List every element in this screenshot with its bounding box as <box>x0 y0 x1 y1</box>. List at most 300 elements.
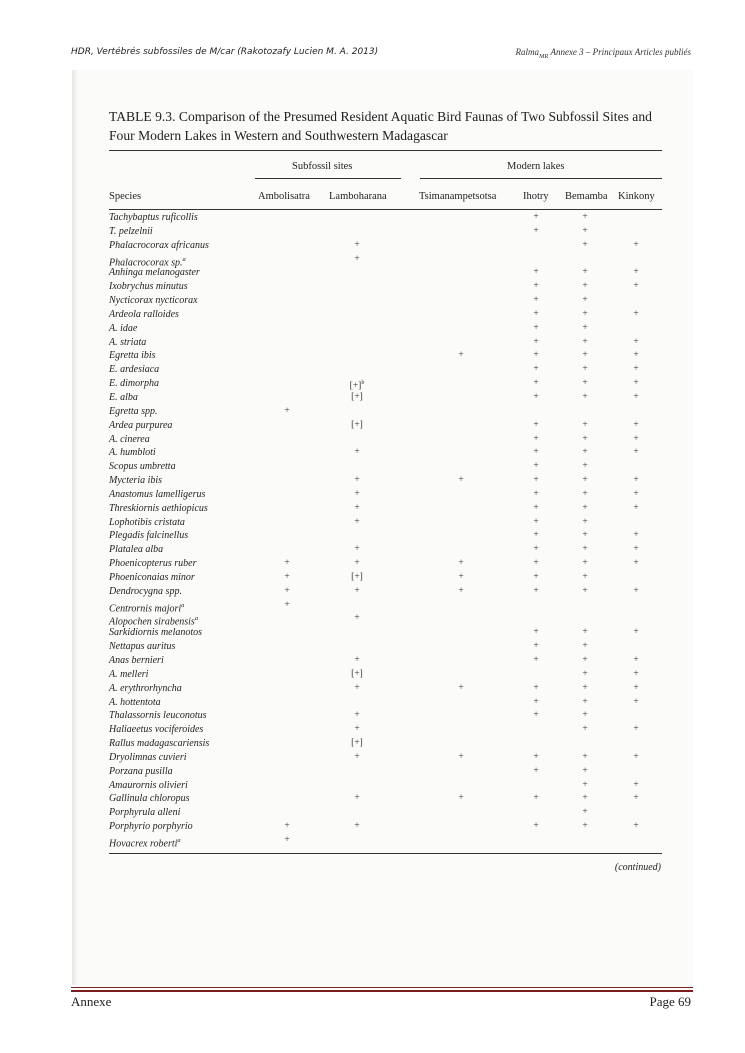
presence-mark <box>335 571 379 585</box>
presence-mark-text: + <box>582 627 588 638</box>
column-header-ambolisatra: Ambolisatra <box>258 191 310 202</box>
presence-mark-text: + <box>633 724 639 735</box>
species-name <box>109 668 148 682</box>
species-name-text: A. idae <box>109 322 138 334</box>
presence-mark-text: + <box>533 322 539 333</box>
group-header-modern: Modern lakes <box>507 161 565 172</box>
presence-mark-text: + <box>633 419 639 430</box>
presence-mark <box>335 488 379 502</box>
species-name <box>109 419 172 433</box>
table-bottom-rule <box>109 853 662 854</box>
presence-mark-text: + <box>354 544 360 555</box>
presence-mark-text: + <box>533 516 539 527</box>
presence-mark <box>567 266 603 280</box>
presence-mark-text: + <box>533 585 539 596</box>
presence-mark <box>567 502 603 516</box>
table-row <box>109 709 662 723</box>
presence-mark-text: + <box>284 834 290 845</box>
presence-mark-text: + <box>582 212 588 222</box>
presence-mark <box>567 626 603 640</box>
presence-mark <box>618 820 654 834</box>
presence-mark <box>567 446 603 460</box>
presence-mark <box>335 419 379 433</box>
presence-mark-text: + <box>633 350 639 361</box>
presence-mark-text: + <box>582 516 588 527</box>
presence-mark-text: + <box>582 239 588 250</box>
species-table-body <box>109 211 662 848</box>
presence-mark-text: + <box>533 641 539 652</box>
presence-mark-text: + <box>582 295 588 306</box>
species-name-text: Alopochen sirabensis <box>109 616 195 628</box>
presence-mark-text: + <box>284 558 290 569</box>
presence-mark <box>618 266 654 280</box>
footer-rule-thick <box>71 990 693 992</box>
presence-mark <box>618 682 654 696</box>
presence-mark-text: + <box>582 502 588 513</box>
presence-mark <box>567 460 603 474</box>
table-top-rule <box>109 150 662 151</box>
presence-mark <box>567 433 603 447</box>
species-name <box>109 322 137 336</box>
presence-mark <box>518 571 554 585</box>
presence-mark <box>518 391 554 405</box>
presence-mark-text: + <box>633 281 639 292</box>
presence-mark-text: + <box>582 779 588 790</box>
presence-mark-text: + <box>633 682 639 693</box>
species-name-text: Nycticorax nycticorax <box>109 295 198 307</box>
presence-mark <box>618 433 654 447</box>
presence-mark-text: + <box>533 488 539 499</box>
presence-mark-text: + <box>582 308 588 319</box>
species-name <box>109 751 187 765</box>
presence-mark <box>335 737 379 751</box>
species-footnote-mark: a <box>177 836 181 844</box>
species-name-text: Sarkidiornis melanotos <box>109 627 203 639</box>
presence-mark <box>567 391 603 405</box>
species-name <box>109 211 198 225</box>
presence-mark-text: + <box>582 267 588 278</box>
presence-mark-text: + <box>533 765 539 776</box>
presence-mark <box>567 419 603 433</box>
species-name <box>109 488 205 502</box>
species-name <box>109 516 185 530</box>
presence-mark <box>269 834 305 848</box>
continued-note: (continued) <box>614 862 661 873</box>
presence-mark <box>567 377 603 391</box>
presence-mark-text: + <box>354 793 360 804</box>
presence-mark <box>518 792 554 806</box>
presence-mark-text: + <box>354 724 360 735</box>
presence-mark <box>335 502 379 516</box>
presence-mark-text: + <box>354 239 360 250</box>
table-row <box>109 433 662 447</box>
presence-mark <box>618 557 654 571</box>
header-right-main: Ralma <box>515 47 539 57</box>
presence-mark-text: + <box>533 696 539 707</box>
presence-mark <box>518 363 554 377</box>
presence-mark-text: + <box>533 281 539 292</box>
presence-mark-text: + <box>533 461 539 472</box>
presence-mark <box>567 294 603 308</box>
table-row <box>109 502 662 516</box>
presence-mark-text: + <box>633 336 639 347</box>
table-row <box>109 820 662 834</box>
presence-mark-text: + <box>582 655 588 665</box>
table-row <box>109 239 662 253</box>
presence-mark <box>567 806 603 820</box>
species-name <box>109 474 162 488</box>
species-name <box>109 266 200 280</box>
species-name-text: Haliaeetus vociferoides <box>109 724 204 736</box>
species-name <box>109 460 176 474</box>
species-name-text: Plegadis falcinellus <box>109 530 189 542</box>
presence-mark <box>518 765 554 779</box>
presence-mark-text: + <box>354 558 360 569</box>
species-name <box>109 626 202 640</box>
presence-mark <box>618 239 654 253</box>
species-name <box>109 557 197 571</box>
presence-mark <box>567 654 603 668</box>
presence-mark <box>518 820 554 834</box>
presence-mark-text: + <box>582 225 588 236</box>
presence-mark <box>518 557 554 571</box>
presence-mark <box>518 308 554 322</box>
presence-mark-text: + <box>633 364 639 375</box>
presence-mark <box>567 571 603 585</box>
presence-mark-text: + <box>458 751 464 762</box>
presence-mark-text: + <box>354 475 360 486</box>
presence-mark-text: + <box>354 488 360 499</box>
table-row <box>109 654 662 668</box>
presence-mark-text: + <box>354 682 360 693</box>
table-row <box>109 377 662 391</box>
table-row <box>109 806 662 820</box>
presence-mark-text: + <box>582 391 588 402</box>
presence-mark <box>618 336 654 350</box>
species-name <box>109 363 159 377</box>
species-name <box>109 239 209 253</box>
presence-mark-text: [+] <box>349 381 362 392</box>
presence-mark <box>335 253 379 267</box>
table-row <box>109 779 662 793</box>
table-row <box>109 626 662 640</box>
presence-mark <box>618 474 654 488</box>
species-name-text: Anas bernieri <box>109 655 164 666</box>
presence-mark <box>518 336 554 350</box>
presence-mark-text: + <box>284 405 290 416</box>
table-row <box>109 765 662 779</box>
presence-mark-text: + <box>582 558 588 569</box>
presence-mark <box>518 377 554 391</box>
presence-mark <box>567 709 603 723</box>
presence-mark <box>269 585 305 599</box>
presence-mark-text: + <box>633 239 639 250</box>
presence-mark <box>335 820 379 834</box>
presence-mark <box>518 322 554 336</box>
table-row <box>109 640 662 654</box>
group-rule-subfossil <box>255 178 401 179</box>
presence-mark <box>269 405 305 419</box>
presence-mark-text: + <box>582 350 588 361</box>
table-row <box>109 682 662 696</box>
species-name <box>109 377 159 391</box>
presence-mark <box>335 792 379 806</box>
presence-mark-text: + <box>582 724 588 735</box>
header-right-rest: Annexe 3 – Principaux Articles publiés <box>548 47 691 57</box>
presence-mark-text: + <box>354 585 360 596</box>
presence-mark <box>567 765 603 779</box>
column-header-tsimanampetsotsa: Tsimanampetsotsa <box>419 191 497 202</box>
presence-mark <box>618 446 654 460</box>
presence-mark-text: + <box>354 821 360 832</box>
presence-mark <box>518 682 554 696</box>
presence-mark-text: + <box>582 751 588 762</box>
presence-mark-text: + <box>633 558 639 569</box>
presence-mark-text: + <box>354 516 360 527</box>
species-name <box>109 391 138 405</box>
table-row <box>109 280 662 294</box>
presence-mark-text: + <box>533 419 539 430</box>
presence-mark <box>441 792 481 806</box>
presence-mark-text: + <box>458 558 464 569</box>
running-header-right <box>515 47 691 60</box>
presence-mark-text: + <box>633 488 639 499</box>
species-name-text: A. hottentota <box>109 696 161 708</box>
presence-mark-text: + <box>354 751 360 762</box>
species-name-text: Gallinula chloropus <box>109 793 190 805</box>
species-name <box>109 696 161 710</box>
cell-footnote-mark: b <box>361 380 365 387</box>
presence-mark-text: + <box>284 599 290 610</box>
table-row <box>109 696 662 710</box>
presence-mark-text: + <box>633 447 639 458</box>
species-name <box>109 294 198 308</box>
presence-mark <box>441 571 481 585</box>
presence-mark <box>618 502 654 516</box>
table-row <box>109 723 662 737</box>
species-name-text: Dryolimnas cuvieri <box>109 751 187 763</box>
species-name-text: A. melleri <box>109 668 149 680</box>
presence-mark <box>518 474 554 488</box>
presence-mark-text: + <box>582 530 588 541</box>
presence-mark <box>618 308 654 322</box>
presence-mark-text: + <box>533 682 539 693</box>
presence-mark-text: + <box>458 585 464 596</box>
presence-mark <box>618 543 654 557</box>
presence-mark <box>269 557 305 571</box>
species-name-text: A. cinerea <box>109 433 150 445</box>
presence-mark <box>269 820 305 834</box>
presence-mark <box>335 723 379 737</box>
presence-mark-text: + <box>458 475 464 486</box>
presence-mark-text: + <box>582 585 588 596</box>
species-name-text: Nettapus auritus <box>109 641 176 653</box>
presence-mark <box>518 211 554 225</box>
presence-mark <box>567 723 603 737</box>
presence-mark <box>518 433 554 447</box>
presence-mark <box>567 211 603 225</box>
species-name-text: Phoenicopterus ruber <box>109 558 197 570</box>
species-name-text: Ardeola ralloides <box>109 308 179 320</box>
presence-mark <box>518 516 554 530</box>
table-row <box>109 349 662 363</box>
species-name-text: Anhinga melanogaster <box>109 267 200 279</box>
species-footnote-mark: a <box>181 601 185 609</box>
species-name-text: Phalacrocorax sp. <box>109 256 183 268</box>
species-name <box>109 349 156 363</box>
presence-mark <box>618 626 654 640</box>
column-header-bemamba: Bemamba <box>565 191 608 202</box>
presence-mark <box>518 349 554 363</box>
presence-mark-text: + <box>633 530 639 541</box>
presence-mark-text: + <box>582 641 588 652</box>
table-title: TABLE 9.3. Comparison of the Presumed Resident Aquatic Bird Faunas of Two Subfossil Sites and Four Modern Lakes in Western and Southwestern Madagascar <box>109 109 652 143</box>
presence-mark <box>567 779 603 793</box>
table-row <box>109 405 662 419</box>
presence-mark <box>567 792 603 806</box>
group-header-subfossil: Subfossil sites <box>292 161 353 172</box>
header-right-sub: MR <box>538 52 549 60</box>
table-row <box>109 253 662 267</box>
species-name <box>109 792 189 806</box>
presence-mark <box>567 474 603 488</box>
presence-mark-text: + <box>633 779 639 790</box>
table-row <box>109 543 662 557</box>
table-row <box>109 391 662 405</box>
presence-mark-text: + <box>533 544 539 555</box>
presence-mark-text: + <box>633 585 639 596</box>
species-name <box>109 502 208 516</box>
presence-mark <box>618 668 654 682</box>
species-name-text: Threskiornis aethiopicus <box>109 502 208 514</box>
presence-mark-text: + <box>533 364 539 375</box>
presence-mark <box>335 682 379 696</box>
species-name <box>109 709 207 723</box>
table-row <box>109 460 662 474</box>
table-row <box>109 668 662 682</box>
presence-mark-text: + <box>582 544 588 555</box>
presence-mark <box>567 640 603 654</box>
species-name <box>109 765 173 779</box>
presence-mark-text: + <box>458 350 464 361</box>
scanned-page-edge <box>72 70 78 985</box>
species-name-text: Phalacrocorax africanus <box>109 239 209 251</box>
presence-mark <box>567 349 603 363</box>
presence-mark-text: + <box>533 378 539 389</box>
presence-mark-text: + <box>533 295 539 306</box>
presence-mark <box>618 391 654 405</box>
species-name <box>109 737 209 751</box>
presence-mark-text: + <box>458 682 464 693</box>
presence-mark <box>335 709 379 723</box>
species-name <box>109 585 182 599</box>
species-name-text: Porphyrula alleni <box>109 807 181 819</box>
presence-mark <box>567 336 603 350</box>
presence-mark <box>518 709 554 723</box>
species-name <box>109 571 195 585</box>
presence-mark <box>441 682 481 696</box>
species-name <box>109 225 153 239</box>
table-row <box>109 571 662 585</box>
species-name-text: Amaurornis olivieri <box>109 779 188 791</box>
presence-mark <box>567 543 603 557</box>
species-name <box>109 834 181 851</box>
table-row <box>109 792 662 806</box>
species-name-text: T. pelzelnii <box>109 225 153 237</box>
presence-mark <box>567 682 603 696</box>
species-name <box>109 433 150 447</box>
footer-page-number: Page 69 <box>649 994 691 1009</box>
presence-mark <box>335 446 379 460</box>
presence-mark-text: + <box>582 571 588 582</box>
presence-mark <box>335 557 379 571</box>
table-row <box>109 557 662 571</box>
presence-mark <box>618 696 654 710</box>
species-name-text: Anastomus lamelligerus <box>109 488 206 500</box>
presence-mark-text: + <box>533 433 539 444</box>
presence-mark-text: + <box>633 267 639 278</box>
presence-mark <box>441 474 481 488</box>
species-name-text: Porphyrio porphyrio <box>109 821 193 833</box>
column-header-kinkony: Kinkony <box>618 191 655 202</box>
presence-mark <box>618 779 654 793</box>
presence-mark-text: + <box>354 253 360 264</box>
table-row <box>109 529 662 543</box>
presence-mark-text: + <box>533 655 539 665</box>
table-row <box>109 488 662 502</box>
presence-mark <box>518 529 554 543</box>
presence-mark-text: + <box>582 336 588 347</box>
presence-mark-text: + <box>633 391 639 402</box>
presence-mark <box>335 239 379 253</box>
presence-mark <box>518 751 554 765</box>
presence-mark <box>335 543 379 557</box>
presence-mark <box>618 585 654 599</box>
presence-mark-text: + <box>533 267 539 278</box>
species-name-text: A. humbloti <box>109 447 156 459</box>
table-row <box>109 266 662 280</box>
presence-mark-text: + <box>633 751 639 762</box>
presence-mark-text: + <box>458 793 464 804</box>
column-header-lamboharana: Lamboharana <box>329 191 387 202</box>
table-row <box>109 585 662 599</box>
presence-mark <box>618 377 654 391</box>
table-row <box>109 294 662 308</box>
presence-mark <box>269 599 305 613</box>
presence-mark <box>618 419 654 433</box>
species-name <box>109 820 193 834</box>
presence-mark <box>518 266 554 280</box>
species-name-text: E. ardesiaca <box>109 364 160 376</box>
presence-mark <box>618 792 654 806</box>
presence-mark-text: + <box>354 502 360 513</box>
presence-mark-text: + <box>533 391 539 402</box>
species-name-text: Ardea purpurea <box>109 419 173 431</box>
species-footnote-mark: a <box>194 615 199 623</box>
presence-mark-text: + <box>582 488 588 499</box>
presence-mark <box>518 488 554 502</box>
presence-mark-text: + <box>533 627 539 638</box>
presence-mark <box>518 654 554 668</box>
presence-mark <box>567 696 603 710</box>
species-name-text: Scopus umbretta <box>109 461 176 473</box>
presence-mark-text: + <box>582 419 588 430</box>
presence-mark <box>567 488 603 502</box>
species-name-text: Mycteria ibis <box>109 475 163 487</box>
presence-mark <box>518 640 554 654</box>
presence-mark-text: + <box>633 655 639 665</box>
presence-mark <box>567 516 603 530</box>
